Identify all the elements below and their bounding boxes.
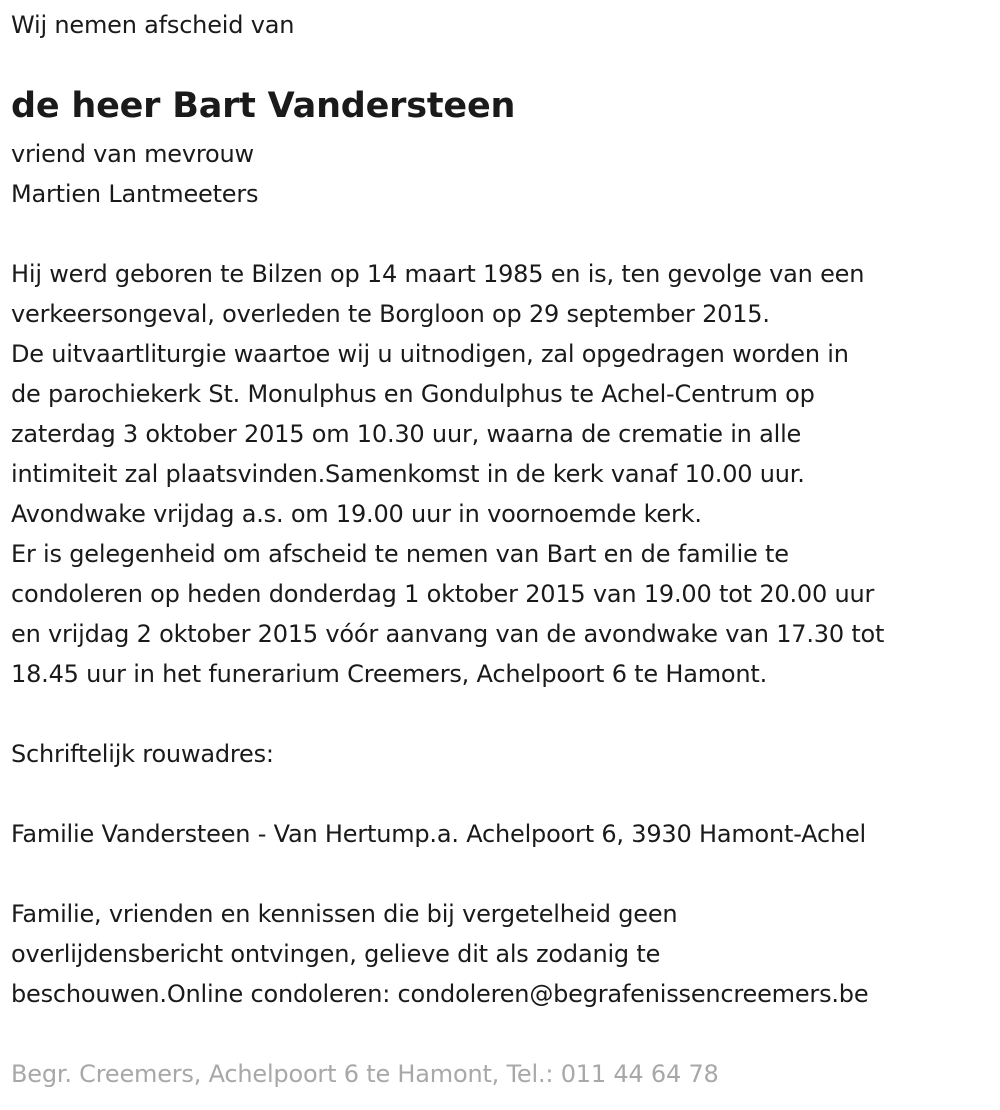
- relation-line: vriend van mevrouw: [11, 140, 254, 168]
- body-line: De uitvaartliturgie waartoe wij u uitnodigen, zal opgedragen worden in: [11, 340, 849, 368]
- body-line: Hij werd geboren te Bilzen op 14 maart 1985 en is, ten gevolge van een: [11, 260, 865, 288]
- notice-body: [11, 254, 884, 694]
- body-line: intimiteit zal plaatsvinden.Samenkomst in de kerk vanaf 10.00 uur.: [11, 460, 805, 488]
- note-line: beschouwen.Online condoleren: condoleren@begrafenissencreemers.be: [11, 980, 869, 1008]
- relation-block: [11, 134, 258, 214]
- body-line: verkeersongeval, overleden te Borgloon op 29 september 2015.: [11, 300, 770, 328]
- body-line: en vrijdag 2 oktober 2015 vóór aanvang van de avondwake van 17.30 tot: [11, 620, 885, 648]
- intro-text: Wij nemen afscheid van: [11, 11, 295, 39]
- note-line: Familie, vrienden en kennissen die bij vergetelheid geen: [11, 900, 678, 928]
- body-line: condoleren op heden donderdag 1 oktober 2015 van 19.00 tot 20.00 uur: [11, 580, 875, 608]
- body-line: de parochiekerk St. Monulphus en Gondulphus te Achel-Centrum op: [11, 380, 815, 408]
- body-line: 18.45 uur in het funerarium Creemers, Achelpoort 6 te Hamont.: [11, 660, 768, 688]
- funeral-home-footer: Begr. Creemers, Achelpoort 6 te Hamont, Tel.: 011 44 64 78: [11, 1060, 719, 1088]
- deceased-name-heading: de heer Bart Vandersteen: [11, 86, 516, 126]
- body-line: Avondwake vrijdag a.s. om 19.00 uur in voornoemde kerk.: [11, 500, 702, 528]
- note-line: overlijdensbericht ontvingen, gelieve dit als zodanig te: [11, 940, 661, 968]
- body-line: Er is gelegenheid om afscheid te nemen van Bart en de familie te: [11, 540, 789, 568]
- notification-note: [11, 894, 868, 1014]
- address-label: Schriftelijk rouwadres:: [11, 740, 274, 768]
- mourning-address: Familie Vandersteen - Van Hertump.a. Achelpoort 6, 3930 Hamont-Achel: [11, 820, 866, 848]
- body-line: zaterdag 3 oktober 2015 om 10.30 uur, waarna de crematie in alle: [11, 420, 802, 448]
- relation-line: Martien Lantmeeters: [11, 180, 259, 208]
